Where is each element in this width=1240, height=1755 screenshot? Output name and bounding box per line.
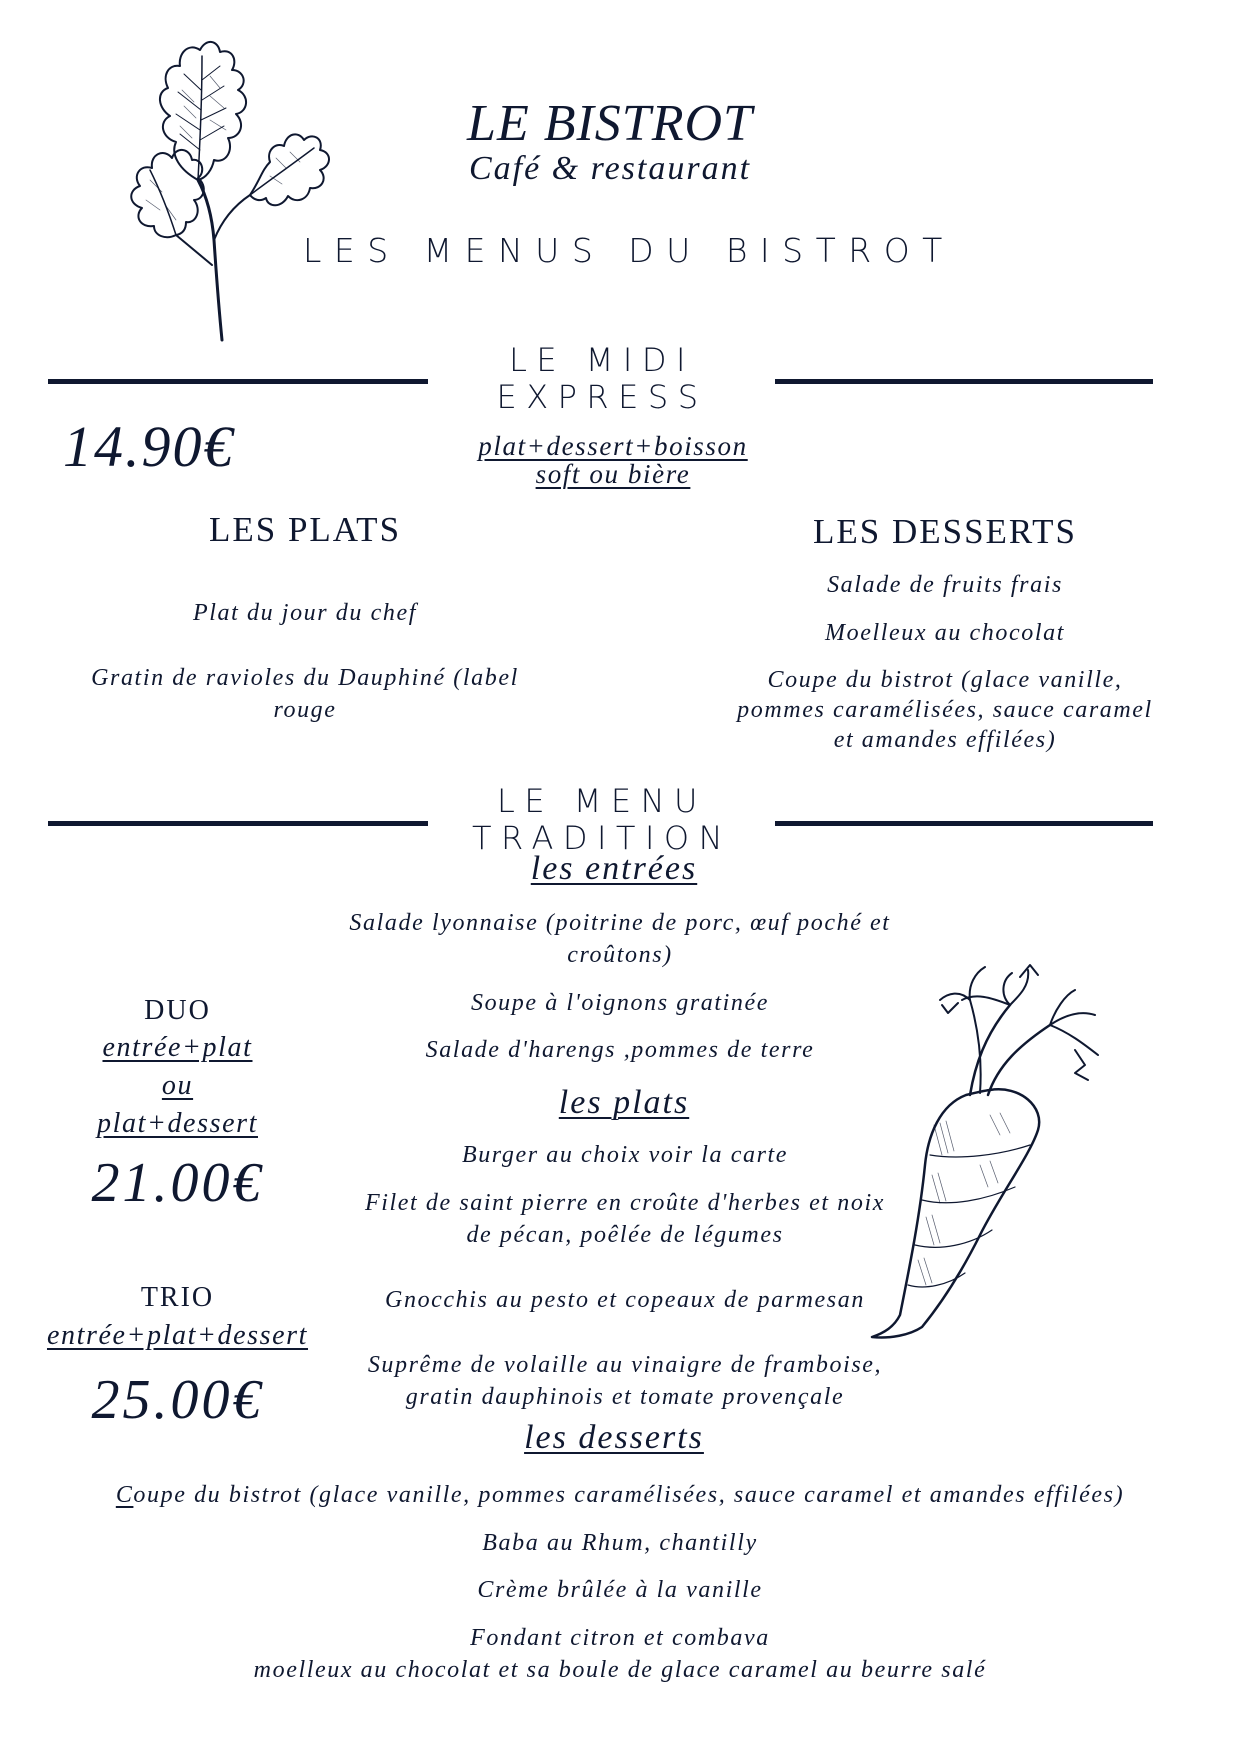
tradition-dessert-item: moelleux au chocolat et sa boule de glace caramel au beurre salé (253, 1657, 987, 1683)
desserts-subheading: les desserts (524, 1419, 704, 1456)
item-line: et amandes effilées) (833, 727, 1057, 753)
formula-line2: soft ou bière (535, 459, 691, 489)
divider-left-midi (48, 379, 428, 384)
menus-heading: LES MENUS DU BISTROT (303, 231, 955, 270)
midi-plat-item (60, 662, 550, 726)
midi-dessert-item: Moelleux au chocolat (825, 620, 1065, 646)
entrees-heading: les entrées (530, 850, 698, 887)
oak-leaf-branch-icon (110, 30, 350, 350)
item-line: gratin dauphinois et tomate provençale (405, 1384, 845, 1410)
entree-item: Salade d'harengs ,pommes de terre (425, 1037, 815, 1063)
tradition-dessert-item (0, 1479, 1240, 1511)
tradition-dessert-item: Crème brûlée à la vanille (477, 1577, 763, 1603)
duo-price: 21.00€ (91, 1152, 264, 1214)
midi-dessert-item: Salade de fruits frais (827, 572, 1063, 598)
trio-price: 25.00€ (91, 1369, 264, 1431)
entree-item (300, 907, 940, 971)
item-line: croûtons) (567, 942, 673, 968)
tradition-plat-item (305, 1187, 945, 1251)
midi-express-formula (440, 432, 786, 488)
item-line: pommes caramélisées, sauce caramel (737, 697, 1153, 723)
item-line: rouge (273, 697, 337, 723)
tradition-plat-item (305, 1349, 945, 1413)
formula-line1: plat+dessert+boisson (478, 431, 748, 461)
duo-label: DUO (144, 995, 211, 1026)
item-line: Gratin de ravioles du Dauphiné (label (91, 665, 519, 691)
divider-right-midi (775, 379, 1153, 384)
item-line: Suprême de volaille au vinaigre de framboise, (367, 1352, 883, 1378)
duo-or: ou (161, 1070, 194, 1101)
entree-item: Soupe à l'oignons gratinée (470, 990, 770, 1016)
plats-subheading: les plats (558, 1084, 690, 1121)
tradition-dessert-item: Fondant citron et combava (470, 1625, 770, 1651)
restaurant-name: LE BISTROT (467, 95, 753, 152)
section-title-line2: EXPRESS (496, 378, 708, 417)
item-line: Salade lyonnaise (poitrine de porc, œuf poché et (349, 910, 891, 936)
duo-option-1: entrée+plat (102, 1032, 253, 1063)
item-line: de pécan, poêlée de légumes (466, 1222, 784, 1248)
restaurant-tagline: Café & restaurant (468, 150, 752, 187)
duo-option-2: plat+dessert (97, 1108, 258, 1139)
tradition-dessert-item: Baba au Rhum, chantilly (482, 1530, 758, 1556)
midi-express-price: 14.90€ (63, 414, 235, 479)
tradition-plat-item: Gnocchis au pesto et copeaux de parmesan (385, 1287, 865, 1313)
section-title-line2: TRADITION (471, 819, 733, 858)
trio-option: entrée+plat+dessert (46, 1320, 309, 1351)
section-title-line1: LE MENU (497, 782, 707, 820)
section-title-line1: LE MIDI (509, 341, 695, 379)
section-title-midi-express (432, 342, 772, 417)
plats-heading: LES PLATS (208, 510, 402, 549)
divider-right-tradition (775, 821, 1153, 826)
tradition-plat-item: Burger au choix voir la carte (461, 1142, 789, 1168)
desserts-heading: LES DESSERTS (812, 512, 1078, 551)
midi-dessert-item (720, 665, 1170, 755)
item-rest: oupe du bistrot (glace vanille, pommes caramélisées, sauce caramel et amandes effilées) (133, 1482, 1125, 1508)
divider-left-tradition (48, 821, 428, 826)
section-title-menu-tradition (432, 783, 772, 858)
trio-label: TRIO (140, 1282, 215, 1313)
midi-plat-item: Plat du jour du chef (193, 600, 417, 626)
item-line: Coupe du bistrot (glace vanille, (767, 667, 1123, 693)
first-letter: C (115, 1482, 134, 1508)
item-line: Filet de saint pierre en croûte d'herbes et noix (364, 1190, 886, 1216)
